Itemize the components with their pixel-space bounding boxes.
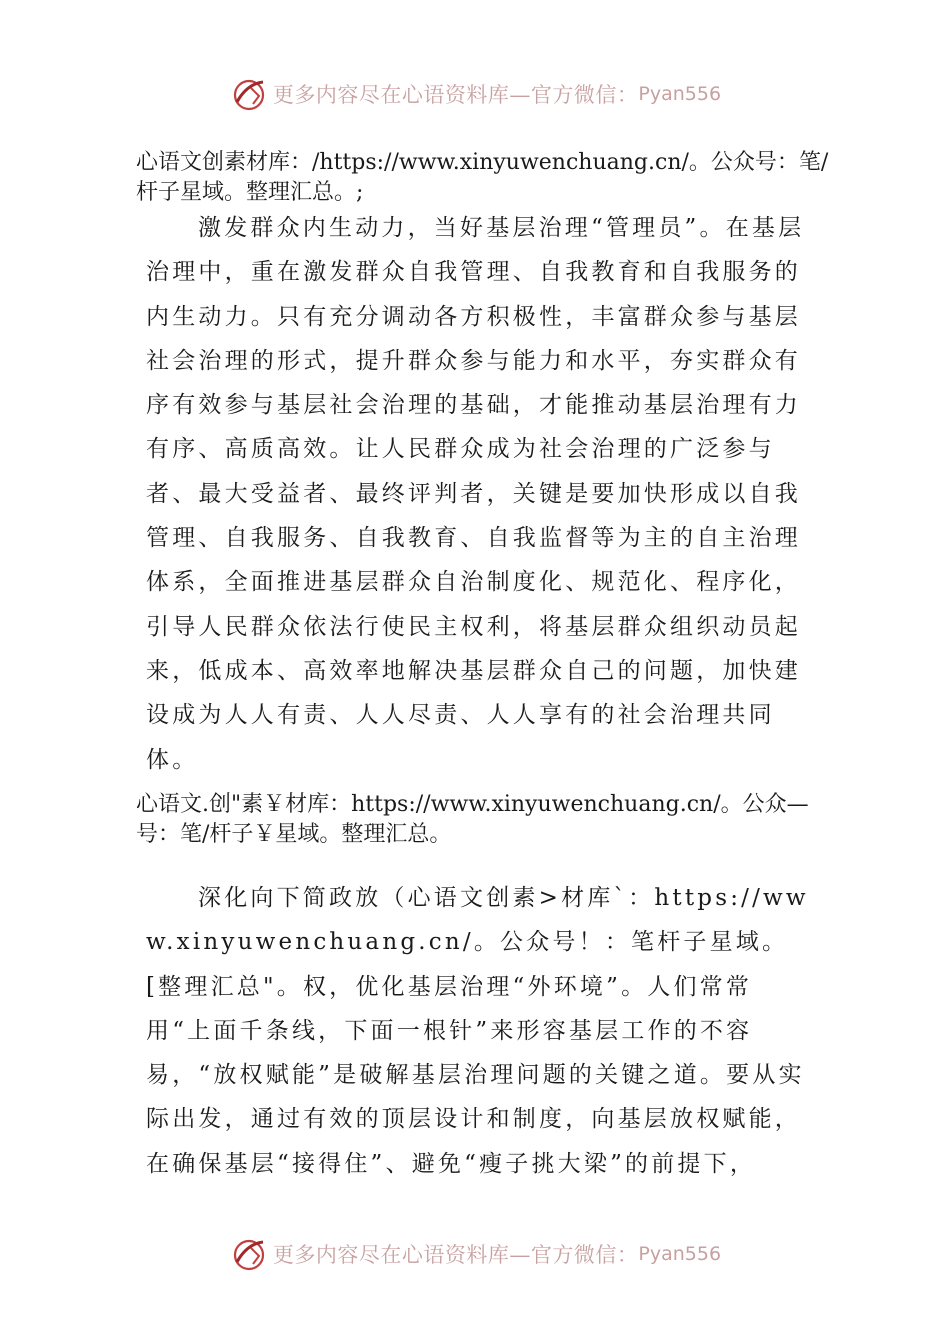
footer-banner [0, 1232, 950, 1276]
source-note: 心语文创素材库：/https://www.xinyuwenchuang.cn/。公众号：笔/杆子星域。整理汇总。; [136, 150, 829, 205]
header-banner [0, 72, 950, 116]
source-note: 心语文.创"素￥材库：https://www.xinyuwenchuang.cn/。公众—号：笔/杆子￥星域。整理汇总。 [136, 792, 809, 847]
paragraph: 激发群众内生动力，当好基层治理“管理员”。在基层治理中，重在激发群众自我管理、自我教育和自我服务的内生动力。只有充分调动各方积极性，丰富群众参与基层社会治理的形式，提升群众参与能力和水平，夯实群众有序有效参与基层社会治理的基础，才能推动基层治理有力有序、高质高效。让人民群众成为社会治理的广泛参与者、最大受益者、最终评判者，关键是要加快形成以自我管理、自我服务、自我教育、自我监督等为主的自主治理体系，全面推进基层群众自治制度化、规范化、程序化，引导人民群众依法行使民主权利，将基层群众组织动员起来，低成本、高效率地解决基层群众自己的问题，加快建设成为人人有责、人人尽责、人人享有的社会治理共同体。 [146, 215, 805, 773]
banner-wechat: Pyan556 [638, 1243, 722, 1265]
banner-text: 更多内容尽在心语资料库—官方微信： [272, 1243, 639, 1267]
banner-wechat: Pyan556 [638, 83, 722, 105]
logo-icon [229, 1234, 269, 1274]
logo-icon [229, 74, 269, 114]
paragraph: 深化向下简政放（心语文创素>材库`：https://www.xinyuwenchuang.cn/。公众号！：笔杆子星域。[整理汇总"。权，优化基层治理“外环境”。人们常常用“上面千条线，下面一根针”来形容基层工作的不容易，“放权赋能”是破解基层治理问题的关键之道。要从实际出发，通过有效的顶层设计和制度，向基层放权赋能，在确保基层“接得住”、避免“瘦子挑大梁”的前提下， [146, 885, 809, 1177]
banner-text: 更多内容尽在心语资料库—官方微信： [272, 83, 639, 107]
